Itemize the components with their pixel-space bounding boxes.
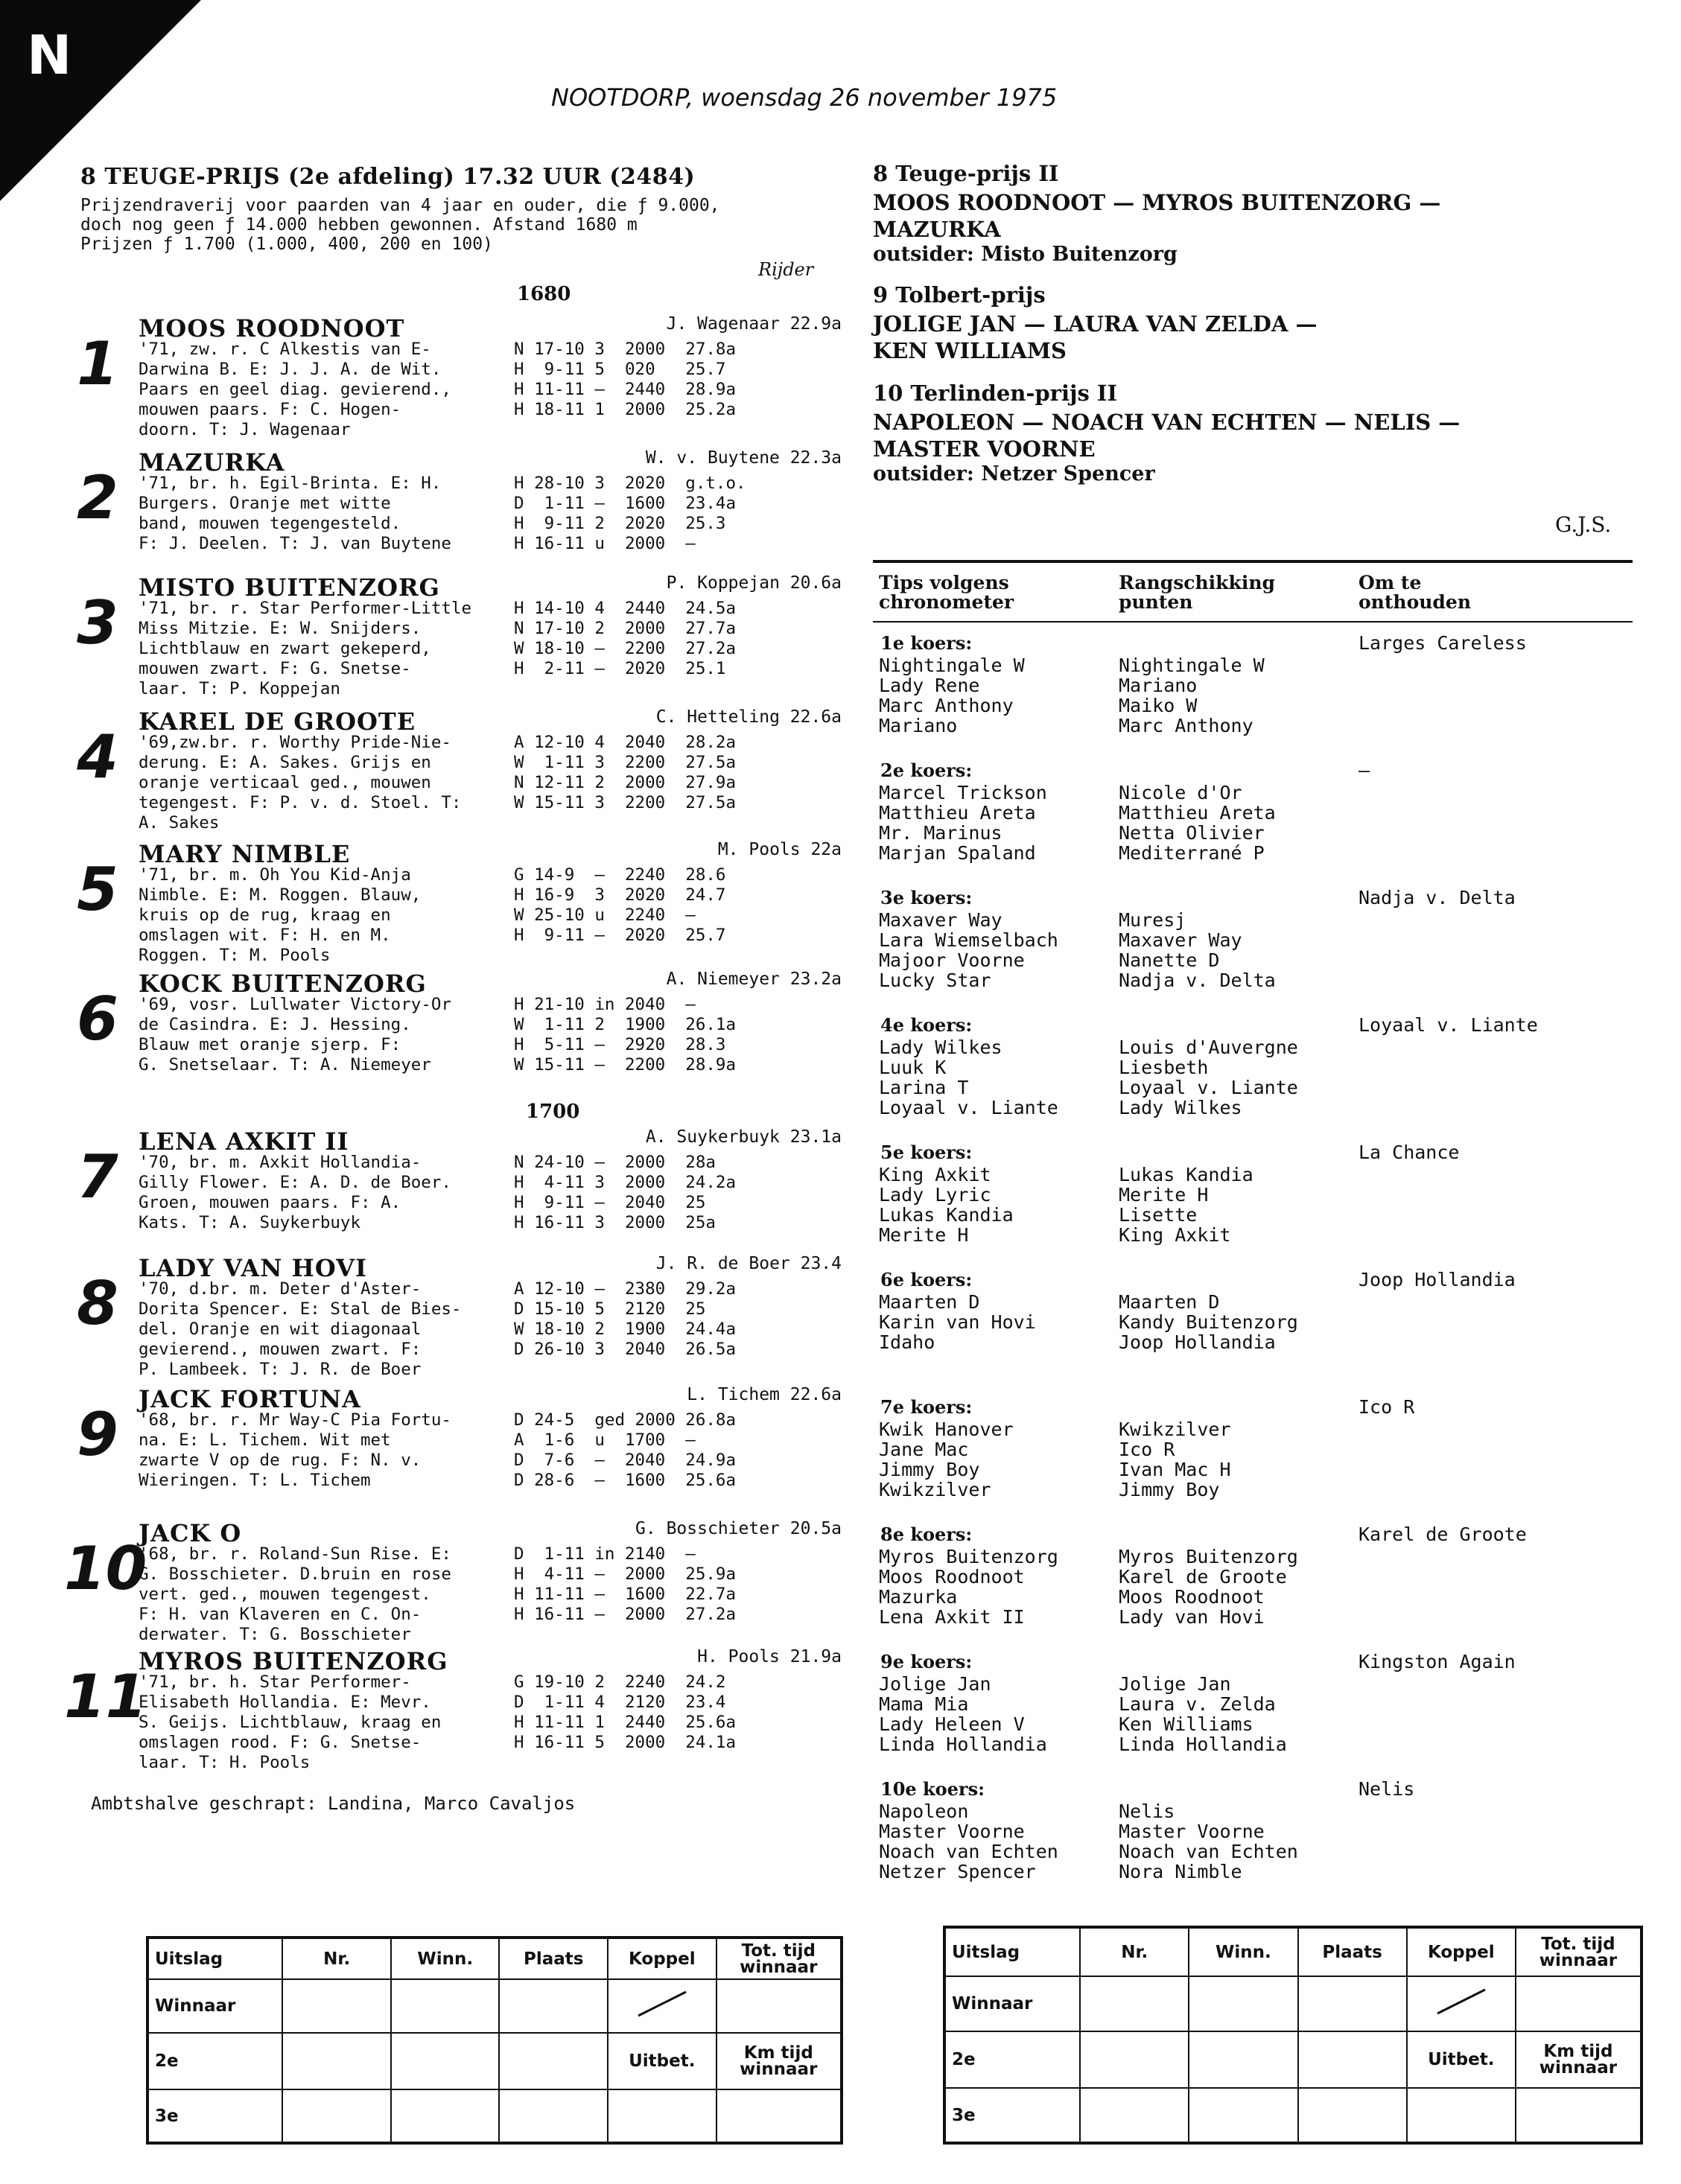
form-nr-label: Nr. [1080,1927,1189,1976]
page-header: NOOTDORP, woensdag 26 november 1975 [551,83,1058,112]
koers-onthouden: La Chance [1359,1142,1460,1163]
koers-block [873,1768,1633,1896]
horse-description: '71, br. m. Oh You Kid-Anja Nimble. E: M. Roggen. Blauw, kruis op de rug, kraag en omslagen wit. F: H. en M. Roggen. T: M. Pools [139,865,422,965]
horse-entry [74,1127,842,1261]
koers-chronometer: Maarten D Karin van Hovi Idaho [879,1291,1036,1353]
horse-name: MOOS ROODNOOT [139,314,405,343]
slash-icon [1431,1987,1491,2016]
horse-results: N 17-10 3 2000 27.8a H 9-11 5 020 25.7 H 11-11 — 2440 28.9a H 18-11 1 2000 25.2a [514,340,737,419]
horse-rider: A. Niemeyer 23.2a [666,970,842,989]
horse-entry [74,448,842,582]
prediction-picks: NAPOLEON — NOACH VAN ECHTEN — NELIS — MASTER VOORNE [873,410,1461,462]
horse-results: G 14-9 — 2240 28.6 H 16-9 3 2020 24.7 W 25-10 u 2240 — H 9-11 — 2020 25.7 [514,865,726,945]
entry-number: 4 [77,722,118,792]
form-cell[interactable] [1298,2088,1407,2143]
form-cell[interactable] [1080,2088,1189,2143]
form-winnaar-label: Winnaar [147,1979,282,2033]
koers-punten: Jolige Jan Laura v. Zelda Ken Williams Linda Hollandia [1119,1673,1287,1755]
race-info [80,164,840,254]
horse-results: N 24-10 — 2000 28a H 4-11 3 2000 24.2a H 9-11 — 2040 25 H 16-11 3 2000 25a [514,1153,737,1232]
horse-rider: P. Koppejan 20.6a [666,573,842,593]
koers-block [873,1259,1633,1387]
horse-entry [74,707,842,841]
result-form-right [943,1926,1643,2145]
horse-results: G 19-10 2 2240 24.2 D 1-11 4 2120 23.4 H 11-11 1 2440 25.6a H 16-11 5 2000 24.1a [514,1672,737,1752]
koers-block [873,1641,1633,1768]
horse-rider: C. Hetteling 22.6a [655,707,842,727]
horse-name: MYROS BUITENZORG [139,1647,448,1675]
prediction-picks: MOOS ROODNOOT — MYROS BUITENZORG — MAZURKA [873,190,1441,242]
prediction-block [873,161,1618,266]
koers-onthouden: Loyaal v. Liante [1359,1014,1538,1036]
form-koppel-slash [1407,1976,1516,2031]
form-cell[interactable] [1407,2088,1516,2143]
race-desc-line: Prijzen ƒ 1.700 (1.000, 400, 200 en 100) [80,235,493,254]
form-cell[interactable] [499,2033,608,2089]
form-cell[interactable] [1298,2031,1407,2088]
form-cell[interactable] [1080,2031,1189,2088]
tips-col-punten: Rangschikking punten [1119,572,1275,613]
tips-col-chronometer: Tips volgens chronometer [879,572,1014,613]
race-desc-line: doch nog geen ƒ 14.000 hebben gewonnen. Afstand 1680 m [80,215,638,235]
koers-block [873,1132,1633,1259]
entry-number: 10 [64,1534,147,1603]
koers-label: 6e koers: [880,1269,973,1290]
form-cell[interactable] [716,2089,842,2143]
koers-punten: Louis d'Auvergne Liesbeth Loyaal v. Liante Lady Wilkes [1119,1037,1298,1118]
horse-description: '68, br. r. Mr Way-C Pia Fortu- na. E: L. Tichem. Wit met zwarte V op de rug. F: N. v. Wieringen. T: L. Tichem [139,1410,451,1490]
horse-rider: J. Wagenaar 22.9a [666,314,842,334]
horse-name: LENA AXKIT II [139,1127,349,1156]
form-3e-label: 3e [944,2088,1080,2143]
koers-block [873,623,1633,750]
horse-name: LADY VAN HOVI [139,1254,367,1282]
horse-rider: A. Suykerbuyk 23.1a [645,1127,842,1147]
predictions [873,161,1618,502]
form-2e-label: 2e [944,2031,1080,2088]
koers-punten: Nightingale W Mariano Maiko W Marc Anthony [1119,655,1265,736]
koers-label: 4e koers: [880,1014,973,1036]
form-cell[interactable] [1516,2088,1642,2143]
entry-number: 9 [77,1400,118,1469]
form-3e-label: 3e [147,2089,282,2143]
prediction-block [873,282,1618,364]
koers-punten: Muresj Maxaver Way Nanette D Nadja v. Delta [1119,909,1276,991]
prediction-picks: JOLIGE JAN — LAURA VAN ZELDA — KEN WILLIAMS [873,311,1318,363]
koers-onthouden: Kingston Again [1359,1651,1516,1672]
koers-block [873,750,1633,877]
horse-description: '71, br. h. Star Performer- Elisabeth Hollandia. E: Mevr. S. Geijs. Lichtblauw, kraag en omslagen rood. F: G. Snetse- laar. T: H. Pools [139,1672,442,1772]
koers-onthouden: Larges Careless [1359,632,1527,654]
horse-entry [74,840,842,974]
race-desc-line: Prijzendraverij voor paarden van 4 jaar en ouder, die ƒ 9.000, [80,196,720,215]
koers-punten: Nicole d'Or Matthieu Areta Netta Olivier Mediterrané P [1119,782,1276,864]
koers-punten: Lukas Kandia Merite H Lisette King Axkit [1119,1164,1253,1246]
form-koppel-label: Koppel [608,1938,716,1979]
horse-description: '71, br. h. Egil-Brinta. E: H. Burgers. Oranje met witte band, mouwen tegengesteld. F: J. Deelen. T: J. van Buytene [139,474,451,553]
koers-onthouden: — [1359,760,1370,781]
form-cell[interactable] [391,2033,500,2089]
horse-description: '70, br. m. Axkit Hollandia- Gilly Flower. E: A. D. de Boer. Groen, mouwen paars. F: A. Kats. T: A. Suykerbuyk [139,1153,451,1232]
koers-punten: Myros Buitenzorg Karel de Groote Moos Roodnoot Lady van Hovi [1119,1546,1298,1628]
horse-name: MISTO BUITENZORG [139,573,440,602]
koersen-list [873,623,1633,1896]
horse-results: A 12-10 4 2040 28.2a W 1-11 3 2200 27.5a N 12-11 2 2000 27.9a W 15-11 3 2200 27.5a [514,733,737,812]
form-cell[interactable] [1298,1976,1407,2031]
horse-entry [74,1254,842,1388]
horse-results: D 1-11 in 2140 — H 4-11 — 2000 25.9a H 11-11 — 1600 22.7a H 16-11 — 2000 27.2a [514,1544,737,1624]
koers-onthouden: Joop Hollandia [1359,1269,1516,1290]
entry-number: 8 [77,1269,118,1338]
form-uitbet-label: Uitbet. [608,2033,716,2089]
koers-label: 5e koers: [880,1142,973,1163]
koers-label: 2e koers: [880,760,973,781]
horse-rider: W. v. Buytene 22.3a [645,448,842,468]
race-title: 8 TEUGE-PRIJS (2e afdeling) 17.32 UUR (2484) [80,164,696,190]
koers-onthouden: Nadja v. Delta [1359,887,1516,908]
entry-number: 6 [77,984,118,1054]
horse-results: D 24-5 ged 2000 26.8a A 1-6 u 1700 — D 7-6 — 2040 24.9a D 28-6 — 1600 25.6a [514,1410,737,1490]
koers-onthouden: Ico R [1359,1396,1415,1418]
horse-name: MARY NIMBLE [139,840,351,868]
scratched-note: Ambtshalve geschrapt: Landina, Marco Cavaljos [91,1793,576,1814]
horse-description: '69,zw.br. r. Worthy Pride-Nie- derung. E: A. Sakes. Grijs en oranje verticaal ged., mouwen tegengest. F: P. v. d. Stoel. T: A. Sakes [139,733,462,832]
form-koppel-label: Koppel [1407,1927,1516,1976]
entry-number: 11 [64,1662,147,1731]
form-uitslag-label: Uitslag [944,1927,1080,1976]
entry-number: 3 [77,588,118,658]
koers-label: 8e koers: [880,1524,973,1545]
koers-chronometer: Jolige Jan Mama Mia Lady Heleen V Linda Hollandia [879,1673,1047,1755]
prediction-title: 10 Terlinden-prijs II [873,381,1118,406]
horse-entry [74,1385,842,1519]
form-km-tijd-label: Km tijd winnaar [1516,2031,1642,2088]
koers-label: 3e koers: [880,887,973,908]
horse-description: '71, br. r. Star Performer-Little Miss Mitzie. E: W. Snijders. Lichtblauw en zwart gekeperd, mouwen zwart. F: G. Snetse- laar. T: P. Koppejan [139,599,472,698]
koers-chronometer: Napoleon Master Voorne Noach van Echten Netzer Spencer [879,1801,1058,1882]
entry-number: 1 [77,329,118,398]
form-cell[interactable] [282,2033,391,2089]
koers-label: 9e koers: [880,1651,973,1672]
horse-name: JACK FORTUNA [139,1385,361,1413]
form-cell[interactable] [1189,2031,1297,2088]
form-winnaar-label: Winnaar [944,1976,1080,2031]
horse-name: JACK O [139,1519,242,1547]
horse-name: KAREL DE GROOTE [139,707,416,736]
horse-entry [64,1647,842,1781]
form-koppel-slash [608,1979,716,2033]
slash-icon [632,1989,692,2019]
form-cell[interactable] [1189,2088,1297,2143]
koers-label: 7e koers: [880,1396,973,1418]
form-cell[interactable] [1080,1976,1189,2031]
koers-label: 10e koers: [880,1778,985,1800]
form-cell[interactable] [608,2089,716,2143]
form-cell[interactable] [1189,1976,1297,2031]
horse-description: '68, br. r. Roland-Sun Rise. E: G. Bosschieter. D.bruin en rose vert. ged., mouwen tegengest. F: H. van Klaveren en C. On- derwater. T: G. Bosschieter [139,1544,451,1644]
corner-letter: N [27,24,72,86]
prediction-outsider: outsider: Misto Buitenzorg [873,243,1178,266]
form-plaats-label: Plaats [499,1938,608,1979]
tips-table [873,560,1633,1896]
horse-description: '69, vosr. Lullwater Victory-Or de Casindra. E: J. Hessing. Blauw met oranje sjerp. F: G. Snetselaar. T: A. Niemeyer [139,995,451,1075]
horse-rider: G. Bosschieter 20.5a [635,1519,842,1538]
entry-number: 7 [77,1142,118,1212]
form-cell[interactable] [716,1979,842,2033]
koers-onthouden: Karel de Groote [1359,1524,1527,1545]
form-uitslag-label: Uitslag [147,1938,282,1979]
horse-results: H 28-10 3 2020 g.t.o. D 1-11 — 1600 23.4a H 9-11 2 2020 25.3 H 16-11 u 2000 — [514,474,746,553]
tips-col-onthouden: Om te onthouden [1359,572,1471,613]
horse-rider: H. Pools 21.9a [697,1647,842,1666]
koers-chronometer: Maxaver Way Lara Wiemselbach Majoor Voorne Lucky Star [879,909,1058,991]
horse-entry [74,970,842,1104]
horse-results: H 14-10 4 2440 24.5a N 17-10 2 2000 27.7a W 18-10 — 2200 27.2a H 2-11 — 2020 25.1 [514,599,737,678]
koers-block [873,877,1633,1005]
horse-rider: J. R. de Boer 23.4 [655,1254,842,1273]
koers-chronometer: King Axkit Lady Lyric Lukas Kandia Merite H [879,1164,1014,1246]
signature: G.J.S. [1555,512,1612,537]
koers-block [873,1387,1633,1514]
distance-heading: 1700 [526,1101,580,1123]
horse-rider: L. Tichem 22.6a [687,1385,842,1404]
distance-heading: 1680 [517,283,571,305]
horse-entry [64,1519,842,1653]
form-cell[interactable] [1516,1976,1642,2031]
horse-name: MAZURKA [139,448,285,477]
horse-entry [74,573,842,707]
koers-chronometer: Lady Wilkes Luuk K Larina T Loyaal v. Liante [879,1037,1058,1118]
form-plaats-label: Plaats [1298,1927,1407,1976]
koers-block [873,1514,1633,1641]
form-km-tijd-label: Km tijd winnaar [716,2033,842,2089]
form-cell[interactable] [499,1979,608,2033]
form-cell[interactable] [499,2089,608,2143]
horse-results: H 21-10 in 2040 — W 1-11 2 1900 26.1a H 5-11 — 2920 28.3 W 15-11 — 2200 28.9a [514,995,737,1075]
form-cell[interactable] [282,2089,391,2143]
koers-label: 1e koers: [880,632,973,654]
koers-punten: Kwikzilver Ico R Ivan Mac H Jimmy Boy [1119,1419,1231,1500]
horse-entry [74,314,842,448]
form-2e-label: 2e [147,2033,282,2089]
koers-block [873,1005,1633,1132]
horse-description: '71, zw. r. C Alkestis van E- Darwina B. E: J. J. A. de Wit. Paars en geel diag. gevierend., mouwen paars. F: C. Hogen- doorn. T: J. Wagenaar [139,340,451,439]
tips-header [873,563,1633,623]
rider-heading: Rijder [758,259,814,280]
horse-rider: M. Pools 22a [717,840,842,859]
form-cell[interactable] [391,2089,500,2143]
prediction-title: 8 Teuge-prijs II [873,161,1059,186]
form-tot-tijd-label: Tot. tijd winnaar [1516,1927,1642,1976]
horse-name: KOCK BUITENZORG [139,970,427,998]
form-winn-label: Winn. [1189,1927,1297,1976]
prediction-outsider: outsider: Netzer Spencer [873,462,1155,485]
form-nr-label: Nr. [282,1938,391,1979]
koers-chronometer: Kwik Hanover Jane Mac Jimmy Boy Kwikzilver [879,1419,1014,1500]
form-cell[interactable] [391,1979,500,2033]
horse-description: '70, d.br. m. Deter d'Aster- Dorita Spencer. E: Stal de Bies- del. Oranje en wit diagonaal gevierend., mouwen zwart. F: P. Lambeek. T: J. R. de Boer [139,1279,462,1379]
koers-chronometer: Nightingale W Lady Rene Marc Anthony Mariano [879,655,1025,736]
race-description [80,196,840,254]
form-tot-tijd-label: Tot. tijd winnaar [716,1938,842,1979]
entry-number: 2 [77,463,118,532]
koers-chronometer: Marcel Trickson Matthieu Areta Mr. Marinus Marjan Spaland [879,782,1047,864]
result-form-left [146,1936,843,2145]
horse-results: A 12-10 — 2380 29.2a D 15-10 5 2120 25 W 18-10 2 1900 24.4a D 26-10 3 2040 26.5a [514,1279,737,1359]
entry-number: 5 [77,855,118,924]
koers-onthouden: Nelis [1359,1778,1415,1800]
form-uitbet-label: Uitbet. [1407,2031,1516,2088]
koers-punten: Nelis Master Voorne Noach van Echten Nora Nimble [1119,1801,1298,1882]
prediction-block [873,381,1618,485]
form-cell[interactable] [282,1979,391,2033]
koers-chronometer: Myros Buitenzorg Moos Roodnoot Mazurka Lena Axkit II [879,1546,1058,1628]
koers-punten: Maarten D Kandy Buitenzorg Joop Hollandia [1119,1291,1298,1353]
form-winn-label: Winn. [391,1938,500,1979]
prediction-title: 9 Tolbert-prijs [873,282,1046,308]
